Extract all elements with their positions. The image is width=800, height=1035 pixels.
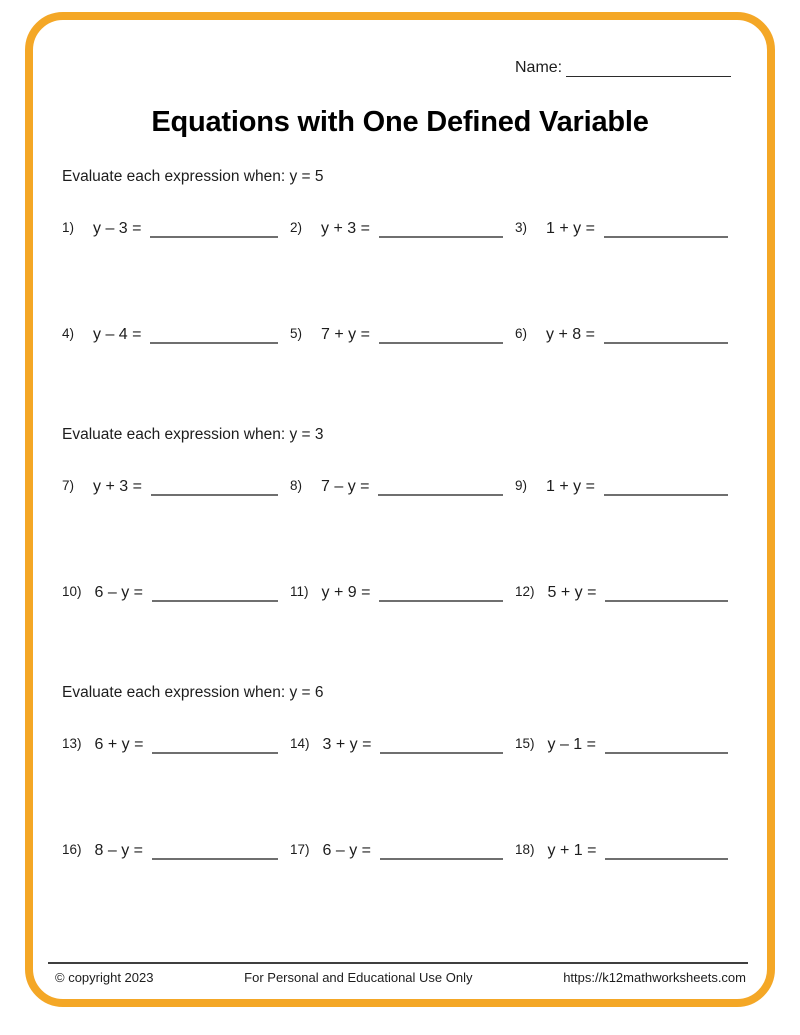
problem-5	[290, 320, 515, 344]
problem-9	[515, 472, 728, 496]
website-url: https://k12mathworksheets.com	[563, 970, 746, 985]
problem-13	[62, 730, 290, 754]
name-label: Name:	[515, 59, 563, 76]
problem-number: 16)	[62, 842, 82, 857]
problem-expression: y + 1 =	[547, 842, 597, 859]
problem-number: 1)	[62, 220, 75, 235]
usage-text: For Personal and Educational Use Only	[244, 970, 473, 985]
problem-number: 8)	[290, 478, 303, 493]
problem-expression: y + 8 =	[546, 326, 595, 343]
problem-expression: 6 – y =	[322, 842, 371, 859]
problem-2	[290, 214, 515, 238]
problem-expression: y + 9 =	[321, 584, 371, 601]
problem-number: 12)	[515, 584, 535, 599]
problem-expression: 7 – y =	[321, 478, 370, 495]
footer-divider	[48, 962, 748, 964]
problem-expression: y – 3 =	[93, 220, 142, 237]
answer-blank	[605, 854, 728, 860]
problem-number: 13)	[62, 736, 82, 751]
problem-1	[62, 214, 290, 238]
section-y-equals-5	[62, 168, 728, 344]
problem-expression: y – 4 =	[93, 326, 142, 343]
problem-row	[62, 730, 728, 754]
answer-blank	[152, 748, 278, 754]
problem-number: 6)	[515, 326, 528, 341]
problem-6	[515, 320, 728, 344]
problem-number: 17)	[290, 842, 310, 857]
problem-17	[290, 836, 515, 860]
problem-expression: y + 3 =	[321, 220, 370, 237]
problem-expression: 6 + y =	[94, 736, 144, 753]
problem-row	[62, 472, 728, 496]
problem-number: 7)	[62, 478, 75, 493]
problem-expression: 6 – y =	[94, 584, 143, 601]
section-y-equals-3	[62, 426, 728, 602]
problem-row	[62, 320, 728, 344]
section-instruction: Evaluate each expression when: y = 6	[62, 684, 324, 701]
problem-14	[290, 730, 515, 754]
problem-expression: y – 1 =	[547, 736, 596, 753]
problem-expression: 7 + y =	[321, 326, 370, 343]
problem-number: 11)	[290, 584, 309, 599]
section-y-equals-6	[62, 684, 728, 860]
answer-blank	[379, 232, 503, 238]
answer-blank	[379, 596, 503, 602]
answer-blank	[604, 232, 728, 238]
problem-8	[290, 472, 515, 496]
problem-number: 2)	[290, 220, 303, 235]
answer-blank	[150, 232, 278, 238]
answer-blank	[604, 490, 728, 496]
answer-blank	[152, 596, 278, 602]
problem-number: 3)	[515, 220, 528, 235]
problem-number: 9)	[515, 478, 528, 493]
answer-blank	[605, 748, 728, 754]
problem-expression: 8 – y =	[94, 842, 143, 859]
name-blank-line	[566, 59, 731, 77]
answer-blank	[150, 338, 278, 344]
name-field	[515, 59, 731, 77]
problem-row	[62, 214, 728, 238]
problem-number: 10)	[62, 584, 82, 599]
section-instruction: Evaluate each expression when: y = 3	[62, 426, 324, 443]
problem-3	[515, 214, 728, 238]
answer-blank	[152, 854, 278, 860]
problem-expression: 1 + y =	[546, 478, 595, 495]
problem-18	[515, 836, 728, 860]
answer-blank	[605, 596, 728, 602]
problem-11	[290, 578, 515, 602]
problem-number: 14)	[290, 736, 310, 751]
answer-blank	[378, 490, 503, 496]
problem-expression: 1 + y =	[546, 220, 595, 237]
problem-number: 18)	[515, 842, 535, 857]
answer-blank	[380, 854, 503, 860]
page-title: Equations with One Defined Variable	[151, 106, 649, 138]
problem-number: 5)	[290, 326, 303, 341]
answer-blank	[379, 338, 503, 344]
problem-4	[62, 320, 290, 344]
problem-10	[62, 578, 290, 602]
section-instruction: Evaluate each expression when: y = 5	[62, 168, 324, 185]
answer-blank	[604, 338, 728, 344]
problem-15	[515, 730, 728, 754]
problem-16	[62, 836, 290, 860]
answer-blank	[151, 490, 278, 496]
problem-row	[62, 578, 728, 602]
answer-blank	[380, 748, 503, 754]
problem-12	[515, 578, 728, 602]
problem-number: 4)	[62, 326, 75, 341]
problem-expression: 5 + y =	[547, 584, 597, 601]
copyright-text: © copyright 2023	[55, 970, 154, 985]
problem-expression: 3 + y =	[322, 736, 372, 753]
problem-expression: y + 3 =	[93, 478, 142, 495]
problem-row	[62, 836, 728, 860]
footer	[48, 970, 748, 985]
problem-7	[62, 472, 290, 496]
problem-number: 15)	[515, 736, 535, 751]
